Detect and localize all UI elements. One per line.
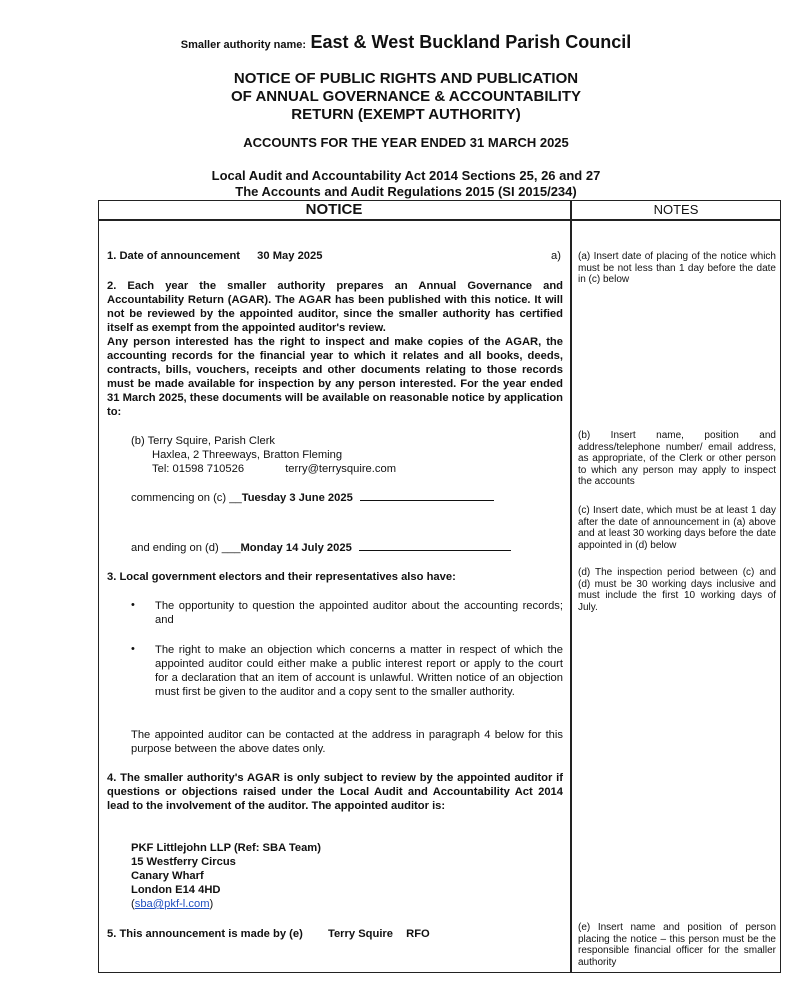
- accounts-year-heading: ACCOUNTS FOR THE YEAR ENDED 31 MARCH 2025: [243, 135, 569, 150]
- act-line-2: The Accounts and Audit Regulations 2015 (SI 2015/234): [235, 184, 577, 199]
- notice-title: [0, 70, 812, 124]
- auditor-address-line-4: London E14 4HD: [131, 884, 221, 896]
- ending-date: Monday 14 July 2025: [240, 542, 352, 554]
- auditor-address-line-3: Canary Wharf: [131, 870, 204, 882]
- announcer-role: RFO: [406, 928, 430, 940]
- ending-label: and ending on (d) ___: [131, 542, 241, 554]
- section-4-para: 4. The smaller authority's AGAR is only subject to review by the appointed auditor if questions or objections raised under the Local Audit and Accountability Act 2014 lead to the involvement of the auditor. The appointed auditor is:: [107, 772, 563, 812]
- authority-name: East & West Buckland Parish Council: [310, 32, 632, 52]
- bullet-1-glyph: •: [131, 599, 135, 611]
- commencing-underline: [360, 491, 494, 501]
- legislation-heading: [0, 168, 812, 200]
- commencing-line: [131, 491, 563, 505]
- note-a: (a) Insert date of placing of the notice which must be not less than 1 day before the date in (c) below: [578, 251, 776, 285]
- section-1-label: 1. Date of announcement: [107, 250, 241, 262]
- title-line-1: NOTICE OF PUBLIC RIGHTS AND PUBLICATION: [233, 70, 579, 87]
- contact-line-3: [152, 462, 584, 476]
- bullet-1-text: The opportunity to question the appointed auditor about the accounting records; and: [155, 600, 563, 626]
- ending-line: [131, 541, 563, 555]
- announcement-date: 30 May 2025: [257, 250, 323, 262]
- section-2-para-1: 2. Each year the smaller authority prepares an Annual Governance and Accountability Return (AGAR). The AGAR has been published with this notice. It will not be reviewed by the appointed auditor, since the smaller authority has certified itself as exempt from the appointed auditor's review.: [107, 280, 563, 334]
- note-e: (e) Insert name and position of person placing the notice – this person must be the responsible financial officer for the smaller authority: [578, 922, 776, 968]
- act-line-1: Local Audit and Accountability Act 2014 Sections 25, 26 and 27: [211, 168, 601, 183]
- email-close-paren: ): [209, 898, 214, 910]
- authority-line: [0, 32, 812, 53]
- announcer-name: Terry Squire: [327, 928, 394, 940]
- note-b: (b) Insert name, position and address/telephone number/ email address, as appropriate, of the Clerk or other person to which any person may apply to inspect the accounts: [578, 430, 776, 487]
- note-marker-a: a): [551, 250, 561, 262]
- email-open-paren: (: [131, 898, 135, 910]
- section-5-label: 5. This announcement is made by (e): [107, 928, 303, 940]
- contact-line-2: Haxlea, 2 Threeways, Bratton Fleming: [152, 449, 343, 461]
- auditor-address: [131, 841, 563, 911]
- bullet-2-glyph: •: [131, 643, 135, 655]
- note-d: (d) The inspection period between (c) and (d) must be 30 working days inclusive and must include the first 10 working days of July.: [578, 567, 776, 613]
- note-c: (c) Insert date, which must be at least 1 day after the date of announcement in (a) above and at least 30 working days before the date appointed in (d) below: [578, 505, 776, 551]
- authority-label: Smaller authority name:: [180, 39, 307, 51]
- section-3-heading: 3. Local government electors and their representatives also have:: [107, 571, 456, 583]
- ending-underline: [359, 541, 511, 551]
- auditor-address-line-1: PKF Littlejohn LLP (Ref: SBA Team): [131, 842, 321, 854]
- section-2-para-2: Any person interested has the right to inspect and make copies of the AGAR, the accounting records for the financial year to which it relates and all books, deeds, contracts, bills, vouchers, receipts and other documents relating to those records must be made available for inspection by any person interested. For the year ended 31 March 2025, these documents will be available on reasonable notice by application to:: [107, 336, 563, 418]
- auditor-email-link[interactable]: sba@pkf-l.com: [134, 898, 210, 910]
- notes-column-header: NOTES: [653, 202, 699, 217]
- contact-email: terry@terrysquire.com: [285, 463, 397, 475]
- notice-column-header: NOTICE: [305, 201, 363, 218]
- title-line-2: OF ANNUAL GOVERNANCE & ACCOUNTABILITY: [231, 88, 581, 105]
- auditor-email-line: [131, 897, 563, 911]
- section-1-date: [107, 249, 563, 263]
- contact-line-1: (b) Terry Squire, Parish Clerk: [131, 435, 276, 447]
- commencing-date: Tuesday 3 June 2025: [241, 492, 353, 504]
- section-5-announcement: [107, 927, 563, 941]
- header-divider: [98, 219, 781, 221]
- contact-telephone: Tel: 01598 710526: [152, 463, 245, 475]
- auditor-address-line-2: 15 Westferry Circus: [131, 856, 236, 868]
- commencing-label: commencing on (c) __: [131, 492, 242, 504]
- column-divider: [570, 200, 572, 973]
- bullet-2-text: The right to make an objection which concerns a matter in respect of which the appointed auditor could either make a public interest report or apply to the court for a declaration that an item of account is unlawful. Written notice of an objection must first be given to the auditor and a copy sent to the smaller authority.: [155, 644, 563, 698]
- auditor-contact-note: The appointed auditor can be contacted at the address in paragraph 4 below for this purpose between the above dates only.: [131, 729, 563, 755]
- title-line-3: RETURN (EXEMPT AUTHORITY): [291, 106, 521, 123]
